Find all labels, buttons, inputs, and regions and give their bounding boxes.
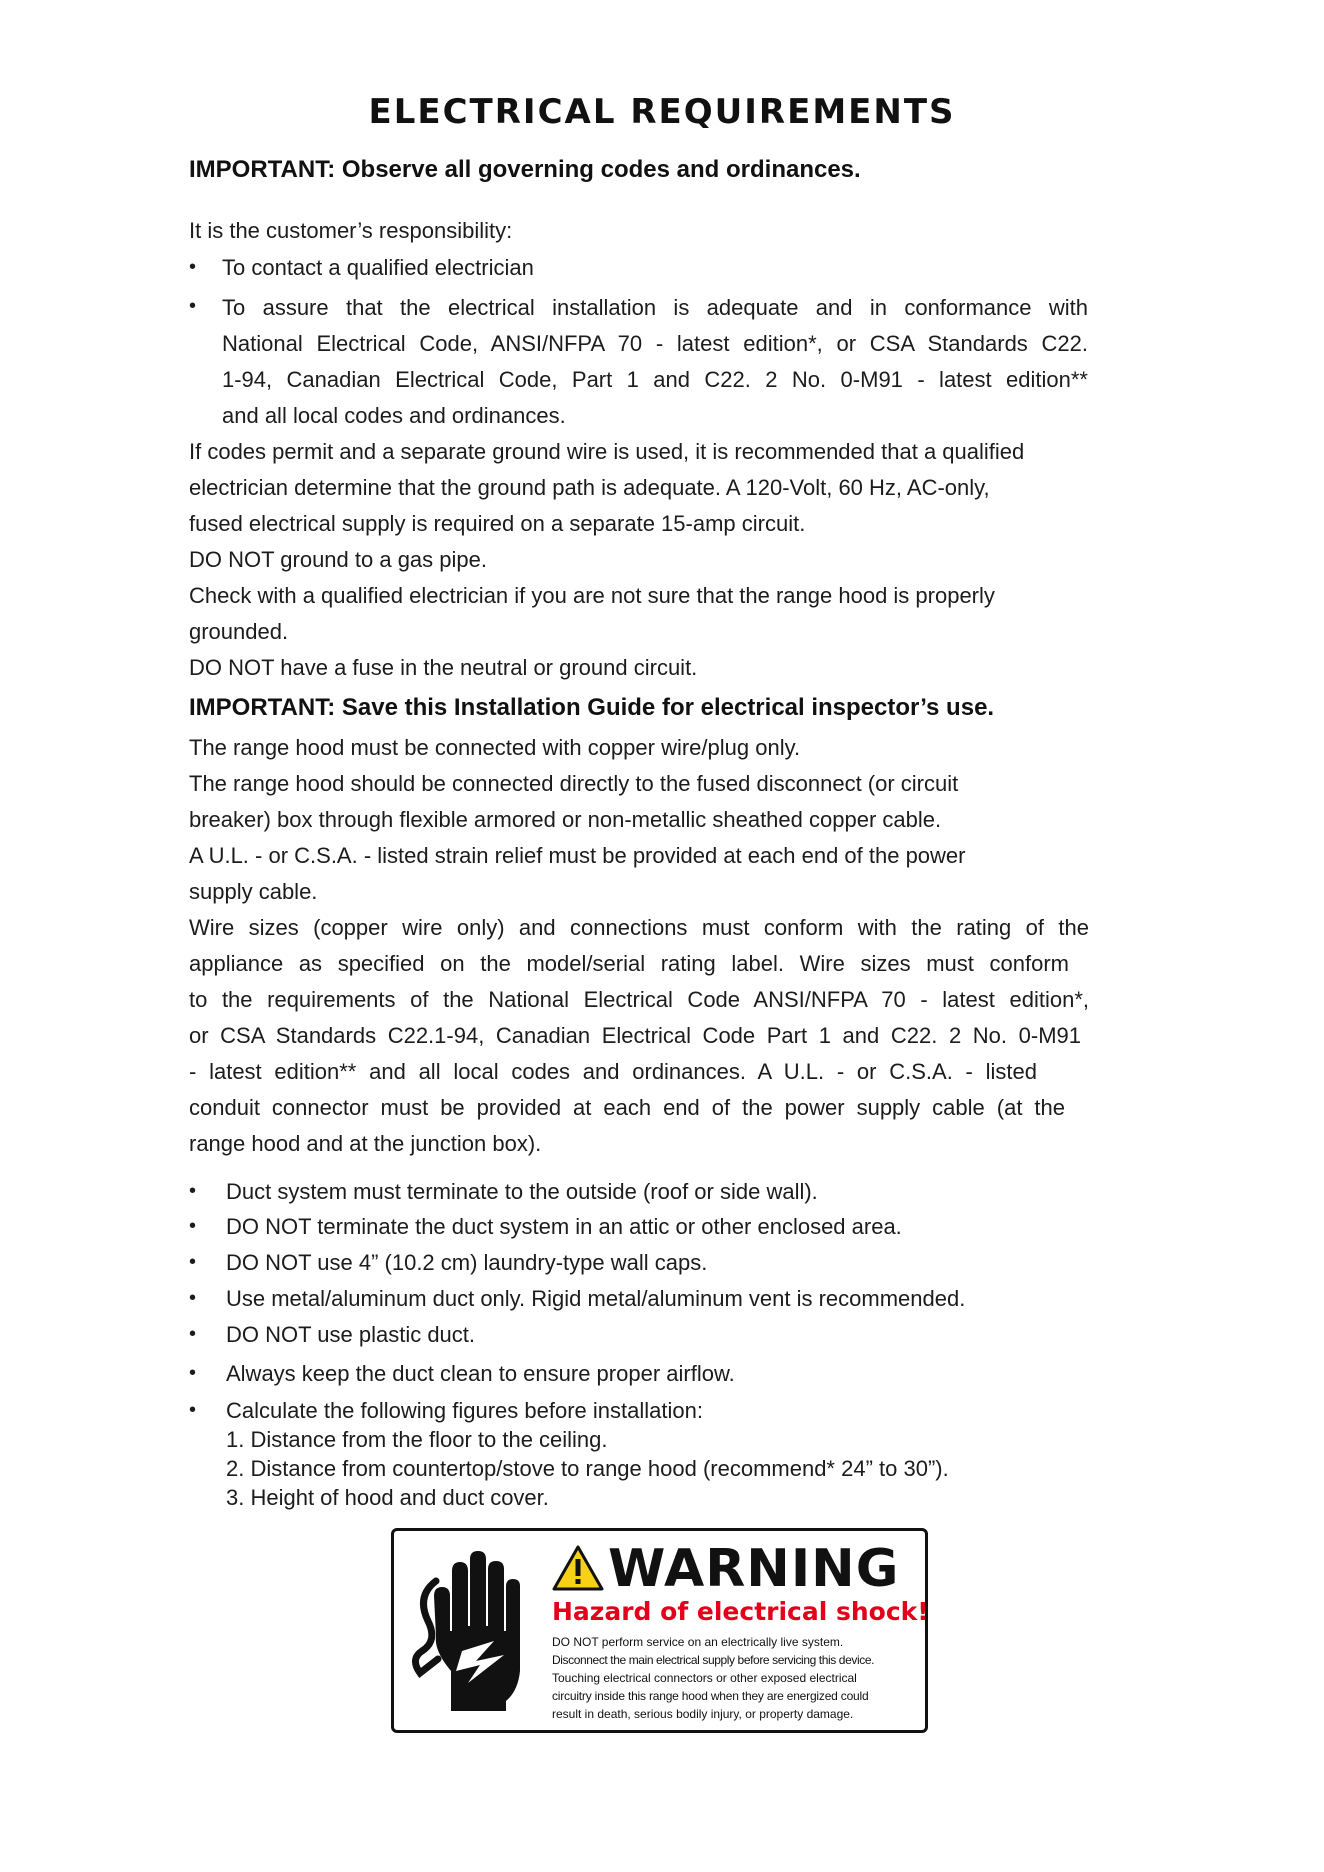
- responsibility-bullet-cont: 1-94, Canadian Electrical Code, Part 1 and C22. 2 No. 0-M91 - latest edition**: [222, 367, 1088, 392]
- paragraph-line: - latest edition** and all local codes and ordinances. A U.L. - or C.S.A. - listed: [189, 1059, 1037, 1084]
- numbered-item: 3. Height of hood and duct cover.: [226, 1485, 549, 1510]
- paragraph-line: or CSA Standards C22.1-94, Canadian Electrical Code Part 1 and C22. 2 No. 0-M91: [189, 1023, 1081, 1048]
- paragraph-line: If codes permit and a separate ground wire is used, it is recommended that a qualified: [189, 439, 1025, 464]
- paragraph-line: fused electrical supply is required on a separate 15-amp circuit.: [189, 511, 806, 536]
- warning-subtitle: Hazard of electrical shock!: [552, 1597, 929, 1626]
- bullet-marker: •: [189, 1251, 197, 1273]
- paragraph-line: DO NOT have a fuse in the neutral or ground circuit.: [189, 655, 698, 680]
- numbered-item: 1. Distance from the floor to the ceiling.: [226, 1427, 608, 1452]
- duct-bullet: Use metal/aluminum duct only. Rigid metal/aluminum vent is recommended.: [226, 1286, 966, 1311]
- warning-text: [552, 1633, 922, 1723]
- bullet-marker: •: [189, 1323, 197, 1345]
- important-notice-save-guide: IMPORTANT: Save this Installation Guide for electrical inspector’s use.: [189, 694, 995, 721]
- warning-triangle-icon: [552, 1545, 604, 1591]
- warning-text-line: Touching electrical connectors or other exposed electrical: [552, 1671, 857, 1685]
- paragraph-line: breaker) box through flexible armored or non-metallic sheathed copper cable.: [189, 807, 942, 832]
- responsibility-bullet: To contact a qualified electrician: [222, 255, 534, 280]
- bullet-marker: •: [189, 1215, 197, 1237]
- warning-text-line: circuitry inside this range hood when they are energized could: [552, 1689, 869, 1703]
- paragraph-line: The range hood must be connected with copper wire/plug only.: [189, 735, 801, 760]
- duct-bullet: DO NOT terminate the duct system in an attic or other enclosed area.: [226, 1214, 902, 1239]
- electric-shock-hand-icon: [406, 1551, 526, 1726]
- warning-text-line: DO NOT perform service on an electrically live system.: [552, 1635, 844, 1649]
- paragraph-line: electrician determine that the ground path is adequate. A 120-Volt, 60 Hz, AC-only,: [189, 475, 990, 500]
- warning-text-line: result in death, serious bodily injury, or property damage.: [552, 1707, 854, 1721]
- paragraph-line: Check with a qualified electrician if you are not sure that the range hood is properly: [189, 583, 995, 608]
- duct-bullet: Duct system must terminate to the outside (roof or side wall).: [226, 1179, 818, 1204]
- paragraph-line: DO NOT ground to a gas pipe.: [189, 547, 487, 572]
- bullet-marker: •: [189, 1399, 197, 1421]
- warning-title: WARNING: [608, 1539, 900, 1599]
- warning-label: [391, 1528, 928, 1733]
- paragraph-line: appliance as specified on the model/serial rating label. Wire sizes must conform: [189, 951, 1069, 976]
- warning-text-line: Disconnect the main electrical supply before servicing this device.: [552, 1653, 875, 1667]
- paragraph-line: to the requirements of the National Electrical Code ANSI/NFPA 70 - latest edition*,: [189, 987, 1089, 1012]
- paragraph-line: supply cable.: [189, 879, 318, 904]
- intro-text: It is the customer’s responsibility:: [189, 218, 513, 243]
- bullet-marker: •: [189, 1287, 197, 1309]
- paragraph-line: The range hood should be connected directly to the fused disconnect (or circuit: [189, 771, 959, 796]
- bullet-marker: •: [189, 1362, 197, 1384]
- bullet-marker: •: [189, 295, 197, 317]
- paragraph-line: conduit connector must be provided at each end of the power supply cable (at the: [189, 1095, 1065, 1120]
- paragraph-line: range hood and at the junction box).: [189, 1131, 542, 1156]
- paragraph-line: Wire sizes (copper wire only) and connections must conform with the rating of the: [189, 915, 1089, 940]
- important-notice-codes: IMPORTANT: Observe all governing codes and ordinances.: [189, 156, 861, 183]
- numbered-item: 2. Distance from countertop/stove to range hood (recommend* 24” to 30”).: [226, 1456, 949, 1481]
- duct-bullet: DO NOT use 4” (10.2 cm) laundry-type wall caps.: [226, 1250, 708, 1275]
- duct-bullet: Always keep the duct clean to ensure proper airflow.: [226, 1361, 735, 1386]
- paragraph-line: grounded.: [189, 619, 289, 644]
- responsibility-bullet-cont: and all local codes and ordinances.: [222, 403, 566, 428]
- bullet-marker: •: [189, 1180, 197, 1202]
- responsibility-bullet-cont: National Electrical Code, ANSI/NFPA 70 - latest edition*, or CSA Standards C22.: [222, 331, 1088, 356]
- page-title: ELECTRICAL REQUIREMENTS: [368, 92, 956, 132]
- responsibility-bullet: To assure that the electrical installation is adequate and in conformance with: [222, 295, 1088, 320]
- duct-bullet: Calculate the following figures before installation:: [226, 1398, 703, 1423]
- bullet-marker: •: [189, 256, 197, 278]
- paragraph-line: A U.L. - or C.S.A. - listed strain relief must be provided at each end of the power: [189, 843, 966, 868]
- duct-bullet: DO NOT use plastic duct.: [226, 1322, 476, 1347]
